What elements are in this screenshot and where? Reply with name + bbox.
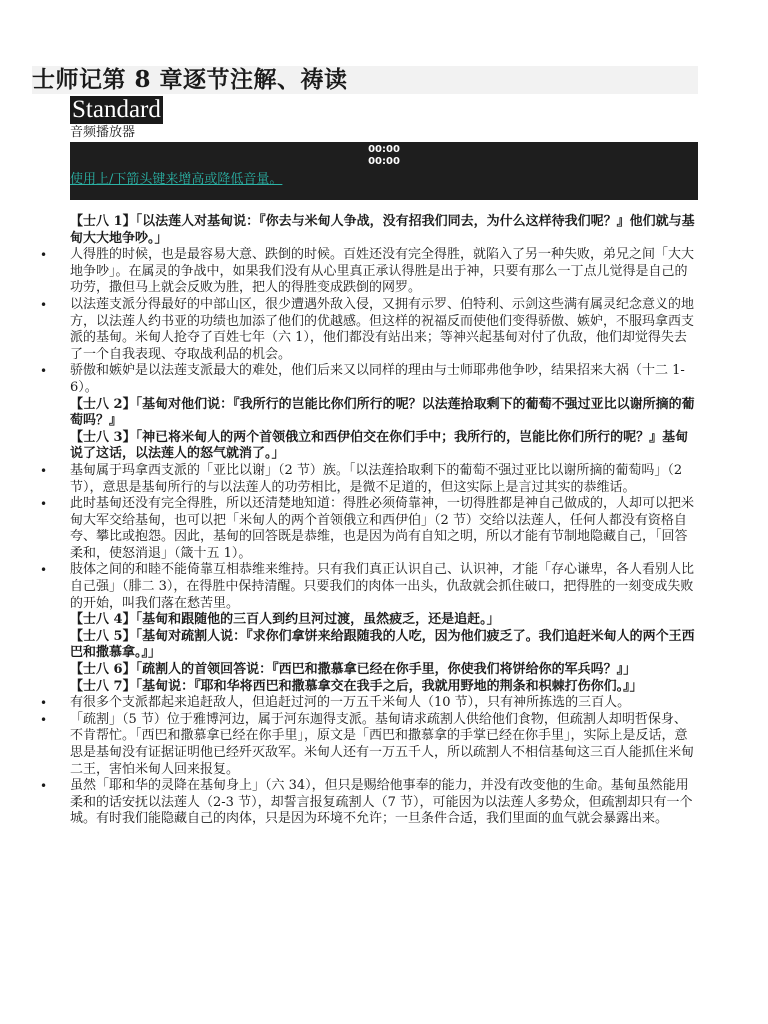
commentary-item: • 有很多个支派都起来追赶敌人，但追赶过河的一万五千米甸人（10 节），只有神所拣选的三百人。 [70,695,698,712]
commentary-list [70,247,698,396]
audio-player[interactable] [70,142,698,200]
duration: 00:00 [368,156,400,167]
commentary-item: • 肢体之间的和睦不能倚靠互相恭维来维持。只有我们真正认识自己、认识神，才能「存心谦卑，各人看别人比自己强」（腓二 3），在得胜中保持清醒。只要我们的肉体一出头，仇敌就会抓住破口，把得胜的一刻变成失败的开始，叫我们落在愁苦里。 [70,562,698,612]
commentary-item: • 以法莲支派分得最好的中部山区，很少遭遇外敌入侵，又拥有示罗、伯特利、示剑这些满有属灵纪念意义的地方，以法莲人约书亚的功绩也加添了他们的优越感。但这样的祝福反而使他们变得骄傲、嫉妒，不服玛拿西支派的基甸。米甸人抢夺了百姓七年（六 1），他们都没有站出来；等神兴起基甸对付了仇敌，他们却觉得失去了一个自我表现、夺取战利品的机会。 [70,297,698,363]
verse-text: 【士八 2】「基甸对他们说：『我所行的岂能比你们所行的呢？以法莲拾取剩下的葡萄不强过亚比以谢所摘的葡萄吗？』 [70,396,695,429]
page-title: 士师记第 8 章逐节注解、祷读 [32,66,348,93]
commentary-item: • 人得胜的时候，也是最容易大意、跌倒的时候。百姓还没有完全得胜，就陷入了另一种失败，弟兄之间「大大地争吵」。在属灵的争战中，如果我们没有从心里真正承认得胜是出于神，只要有那么一丁点儿觉得是自己的功劳，撒但马上就会反败为胜，把人的得胜变成跌倒的网罗。 [70,247,698,297]
verse-text: 【士八 5】「基甸对疏割人说：『求你们拿饼来给跟随我的人吃，因为他们疲乏了。我们追赶米甸人的两个王西巴和撒慕拿。』」 [70,628,695,661]
volume-hint-link[interactable]: 使用上/下箭头键来增高或降低音量。 [70,172,283,187]
commentary-item: • 虽然「耶和华的灵降在基甸身上」（六 34），但只是赐给他事奉的能力，并没有改变他的生命。基甸虽然能用柔和的话安抚以法莲人（2-3 节），却誓言报复疏割人（7 节），可能因为以法莲人多势众，但疏割却只有一个城。有时我们能隐藏自己的肉体，只是因为环境不允许；一旦条件合适，我们里面的血气就会暴露出来。 [70,778,698,828]
verse-text: 【士八 3】「神已将米甸人的两个首领俄立和西伊伯交在你们手中；我所行的，岂能比你们所行的呢？』基甸说了这话，以法莲人的怒气就消了。」 [70,429,689,462]
current-time: 00:00 [368,144,400,155]
verse-text: 【士八 6】「疏割人的首领回答说：『西巴和撒慕拿已经在你手里，你使我们将饼给你的军兵吗？』」 [70,662,637,678]
commentary-content [70,214,698,828]
commentary-item: • 基甸属于玛拿西支派的「亚比以谢」（2 节）族。「以法莲拾取剩下的葡萄不强过亚比以谢所摘的葡萄吗」（2 节），意思是基甸所行的与以法莲人的功劳相比，是微不足道的，但这实际上是言过其实的恭维话。 [70,463,698,496]
commentary-item: • 「疏割」（5 节）位于雅博河边，属于河东迦得支派。基甸请求疏割人供给他们食物，但疏割人却明哲保身、不肯帮忙。「西巴和撒慕拿已经在你手里」，原文是「西巴和撒慕拿的手掌已经在你手里」，实际上是反话，意思是基甸没有证据证明他已经歼灭敌军。米甸人还有一万五千人，所以疏割人不相信基甸这三百人能抓住米甸二王，害怕米甸人回来报复。 [70,712,698,778]
standard-label: Standard [72,96,161,123]
commentary-item: • 此时基甸还没有完全得胜，所以还清楚地知道：得胜必须倚靠神，一切得胜都是神自己做成的，人却可以把米甸大军交给基甸，也可以把「米甸人的两个首领俄立和西伊伯」（2 节）交给以法莲人，任何人都没有资格自夸、攀比或抱怨。因此，基甸的回答既是恭维，也是因为尚有自知之明，所以才能有节制地隐藏自己，「回答柔和，使怒消退」（箴十五 1）。 [70,496,698,562]
commentary-list [70,695,698,828]
audio-player-label: 音频播放器 [70,125,136,140]
verse-text: 【士八 7】「基甸说：『耶和华将西巴和撒慕拿交在我手之后，我就用野地的荆条和枳棘打伤你们。』」 [70,678,643,694]
commentary-list [70,463,698,612]
verse-text: 【士八 1】「以法莲人对基甸说：『你去与米甸人争战，没有招我们同去，为什么这样待我们呢？』他们就与基甸大大地争吵。」 [70,214,695,246]
verse-text: 【士八 4】「基甸和跟随他的三百人到约旦河过渡，虽然疲乏，还是追赶。」 [70,612,500,628]
commentary-item: • 骄傲和嫉妒是以法莲支派最大的难处，他们后来又以同样的理由与士师耶弗他争吵，结果招来大祸（十二 1-6）。 [70,363,698,396]
